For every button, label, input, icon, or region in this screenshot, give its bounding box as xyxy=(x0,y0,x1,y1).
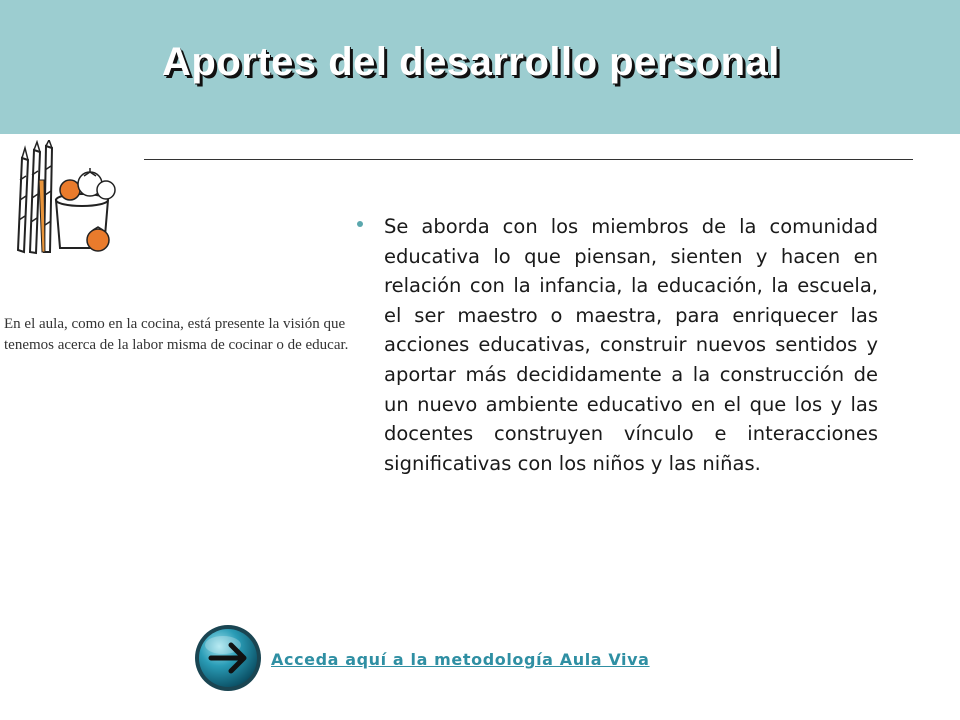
bullet-paragraph: Se aborda con los miembros de la comunidad educativa lo que piensan, sienten y hacen en relación con la infancia, la educación, la escuela, el ser maestro o maestra, para enriquecer las acciones educativas, construir nuevos sentidos y aportar más decididamente a la construcción de un nuevo ambiente educativo en el que los y las docentes construyen vínculo e interacciones significativas con los niños y las niñas. xyxy=(384,215,878,475)
illustration-caption: En el aula, como en la cocina, está presente la visión que tenemos acerca de la labor misma de cocinar o de educar. xyxy=(4,316,349,353)
header-banner xyxy=(0,0,960,134)
bullet-point xyxy=(357,221,363,227)
arrow-right-icon[interactable] xyxy=(193,623,263,693)
aula-viva-link[interactable]: Acceda aquí a la metodología Aula Viva xyxy=(271,650,650,669)
page-title: Aportes del desarrollo personal xyxy=(162,40,780,84)
divider-line xyxy=(144,159,913,160)
vegetables-illustration-icon xyxy=(8,140,128,265)
